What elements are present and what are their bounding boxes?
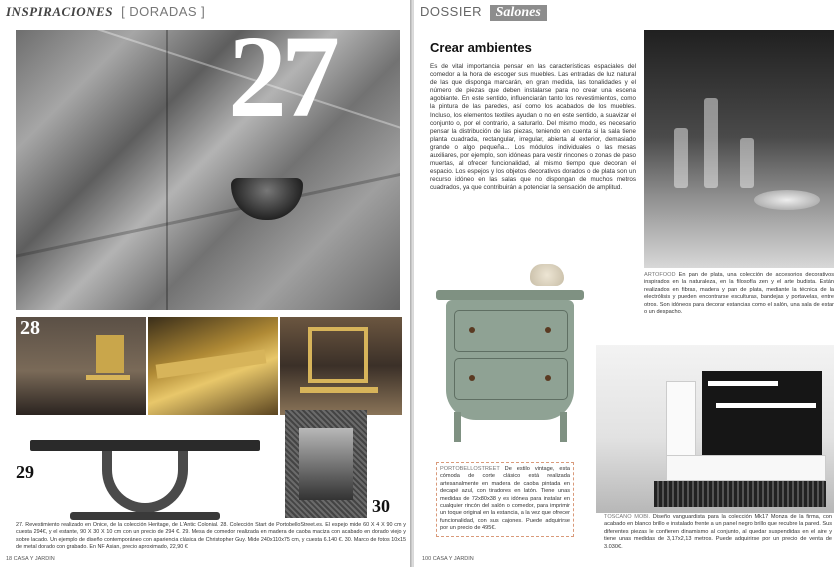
gold-shelf bbox=[300, 387, 378, 393]
glass-vase bbox=[704, 98, 718, 188]
item-number-29: 29 bbox=[16, 462, 34, 482]
glass-vase bbox=[740, 138, 754, 188]
brand-label: PORTOBELLOSTREET bbox=[440, 466, 500, 472]
marble-vein bbox=[16, 160, 400, 263]
white-cabinet bbox=[666, 381, 696, 459]
shag-rug bbox=[654, 481, 826, 507]
drawer-knob bbox=[469, 375, 475, 381]
dresser-top bbox=[436, 290, 584, 300]
photo-silver-accessories bbox=[644, 30, 834, 268]
drawer-knob bbox=[545, 375, 551, 381]
caption-toscano bbox=[604, 514, 832, 551]
caption-text: En pan de plata, una colección de accesorios decorativos inspirados en la naturaleza, en la filosofía zen y el arte budista. Están realizados en fibras, madera y pan de plata, mediante la técnica de la electrólisis y pueden encontrarse esculturas, bandejas y portavelas, entre otros. Son idóneos para decorar estancias como el salón, una sala de estar o un despacho. bbox=[644, 272, 834, 316]
section-subtitle: Salones bbox=[490, 5, 547, 21]
right-folio: 100 CASA Y JARDIN bbox=[422, 556, 474, 562]
photo-gold-mirror-wall bbox=[280, 317, 402, 415]
section-title: INSPIRACIONES bbox=[6, 4, 113, 19]
wall-corner bbox=[166, 30, 168, 310]
gold-shelf bbox=[86, 375, 130, 380]
photo-gold-shelf-closeup bbox=[148, 317, 278, 415]
gold-shelf bbox=[156, 349, 267, 378]
dresser-leg bbox=[454, 412, 461, 442]
brand-label: ARTOFOOD bbox=[644, 272, 676, 278]
left-caption: 27. Revestimiento realizado en Onice, de la colección Heritage, de L'Antic Colonial. 28. Colección Start de PortobelloStreet.es. El espejo mide 60 X 4 X 90 cm y cuesta 294€, y el estante, 90 X 30 X 10 cm con un precio de 294 €. 29. Mesa de comedor realizada en madera de caoba maciza con acabado en dorado viejo y sobre lacado. Un ejemplo de diseño contemporáneo con apariencia clásica de Christopher Guy. Mide 240x110x75 cm, y cuesta 6.140 €. 30. Marco de fotos 10x15 de metal dorado con grabado. En NF Asian, precio aproximado, 22,90 € bbox=[16, 522, 406, 551]
article-title: Crear ambientes bbox=[430, 40, 532, 55]
bowl-object bbox=[231, 178, 303, 220]
dining-table-illustration bbox=[30, 440, 260, 520]
brand-label: TOSCANO MOBI. bbox=[604, 514, 651, 520]
white-shelf bbox=[716, 403, 816, 408]
dresser-leg bbox=[560, 412, 567, 442]
photo-modern-living-room bbox=[596, 345, 834, 513]
gold-mirror-frame bbox=[308, 327, 368, 383]
caption-artofood bbox=[644, 272, 834, 316]
item-number-27: 27 bbox=[228, 11, 334, 142]
white-shelf bbox=[708, 381, 778, 386]
right-page bbox=[414, 0, 838, 567]
caption-portobellostreet bbox=[436, 462, 574, 537]
photo-frame-product bbox=[285, 410, 367, 518]
caption-text: De estilo vintage, esta cómoda de corte clásico está realizada artesanalmente en madera de caoba pintada en decapé azul, con tiradores en latón. Tiene unas medidas de 72x80x38 y es idónea para instalar en cualquier rincón del salón o comedor, para imprimir un toque original en la estancia, a la vez que ofrecer funcionalidad, con sus cajones. Puede adquirirse por un precio de 495€. bbox=[440, 466, 570, 532]
marble-vein bbox=[16, 30, 400, 143]
sheep-figurine bbox=[530, 264, 564, 286]
item-number-30: 30 bbox=[372, 496, 390, 516]
photo-vintage-dresser bbox=[434, 262, 604, 462]
dresser-body bbox=[446, 300, 574, 420]
tv-unit bbox=[666, 455, 826, 481]
right-header bbox=[420, 4, 547, 21]
table-top bbox=[30, 440, 260, 451]
section-title: DOSSIER bbox=[420, 4, 483, 19]
framed-photo bbox=[299, 428, 353, 500]
left-folio: 18 CASA Y JARDIN bbox=[6, 556, 55, 562]
item-number-28: 28 bbox=[20, 317, 40, 339]
article-body: Es de vital importancia pensar en las características espaciales del comedor a la hora de escoger sus muebles. Las entradas de luz natural de las que disponga marcarán, en gran medida, las tonalidades y el número de piezas que deben instalarse para no crear una escena agobiante. En este sentido, influenciarán tanto los revestimientos, como la pintura de las paredes, así como los acabados de los muebles. Incluso, los elementos textiles ayudan o no en este sentido, a suavizar el conjunto o, por el contrario, a saturarlo. Del mismo modo, es necesario pensar la distribución de las piezas, teniendo en cuenta si la sala tiene planta cuadrada, rectangular, irregular, abierta al exterior, demasiado grande o algo pequeña... Los módulos individuales o las mesas auxiliares, por ejemplo, son idóneas para vestir rincones o zonas de paso muertas, al ofrecer funcionalidad, al mismo tiempo que decoran el espacio. Los espejos y los objetos decorativos dorados o de plata son un recurso idóneo en las salas que no dispongan de muchos metros cuadrados, ya que contribuirán a potenciar la sensación de amplitud. bbox=[430, 63, 636, 192]
table-foot bbox=[70, 512, 220, 520]
dresser-drawer bbox=[454, 310, 568, 352]
left-header bbox=[6, 4, 205, 20]
left-page bbox=[0, 0, 412, 567]
drawer-knob bbox=[545, 327, 551, 333]
glass-vase bbox=[674, 128, 688, 188]
gold-mirror bbox=[96, 335, 124, 373]
silver-tray bbox=[754, 190, 820, 210]
caption-text: Diseño vanguardista para la colección Mk17 Monza de la firma, con acabado en blanco brillo e instalado frente a un panel negro brillo que recubre la pared. Sus diferentes piezas le confieren dinamismo al conjunto, al quedar suspendidas en el aire y tiene unas medidas de 3,17x2,13 metros. Puede adquirirse por un precio de venta de 3.030€. bbox=[604, 514, 832, 550]
drawer-knob bbox=[469, 327, 475, 333]
hero-onyx-photo bbox=[16, 30, 400, 310]
dresser-drawer bbox=[454, 358, 568, 400]
section-subtitle: [ DORADAS ] bbox=[121, 4, 206, 19]
table-base bbox=[102, 451, 188, 513]
